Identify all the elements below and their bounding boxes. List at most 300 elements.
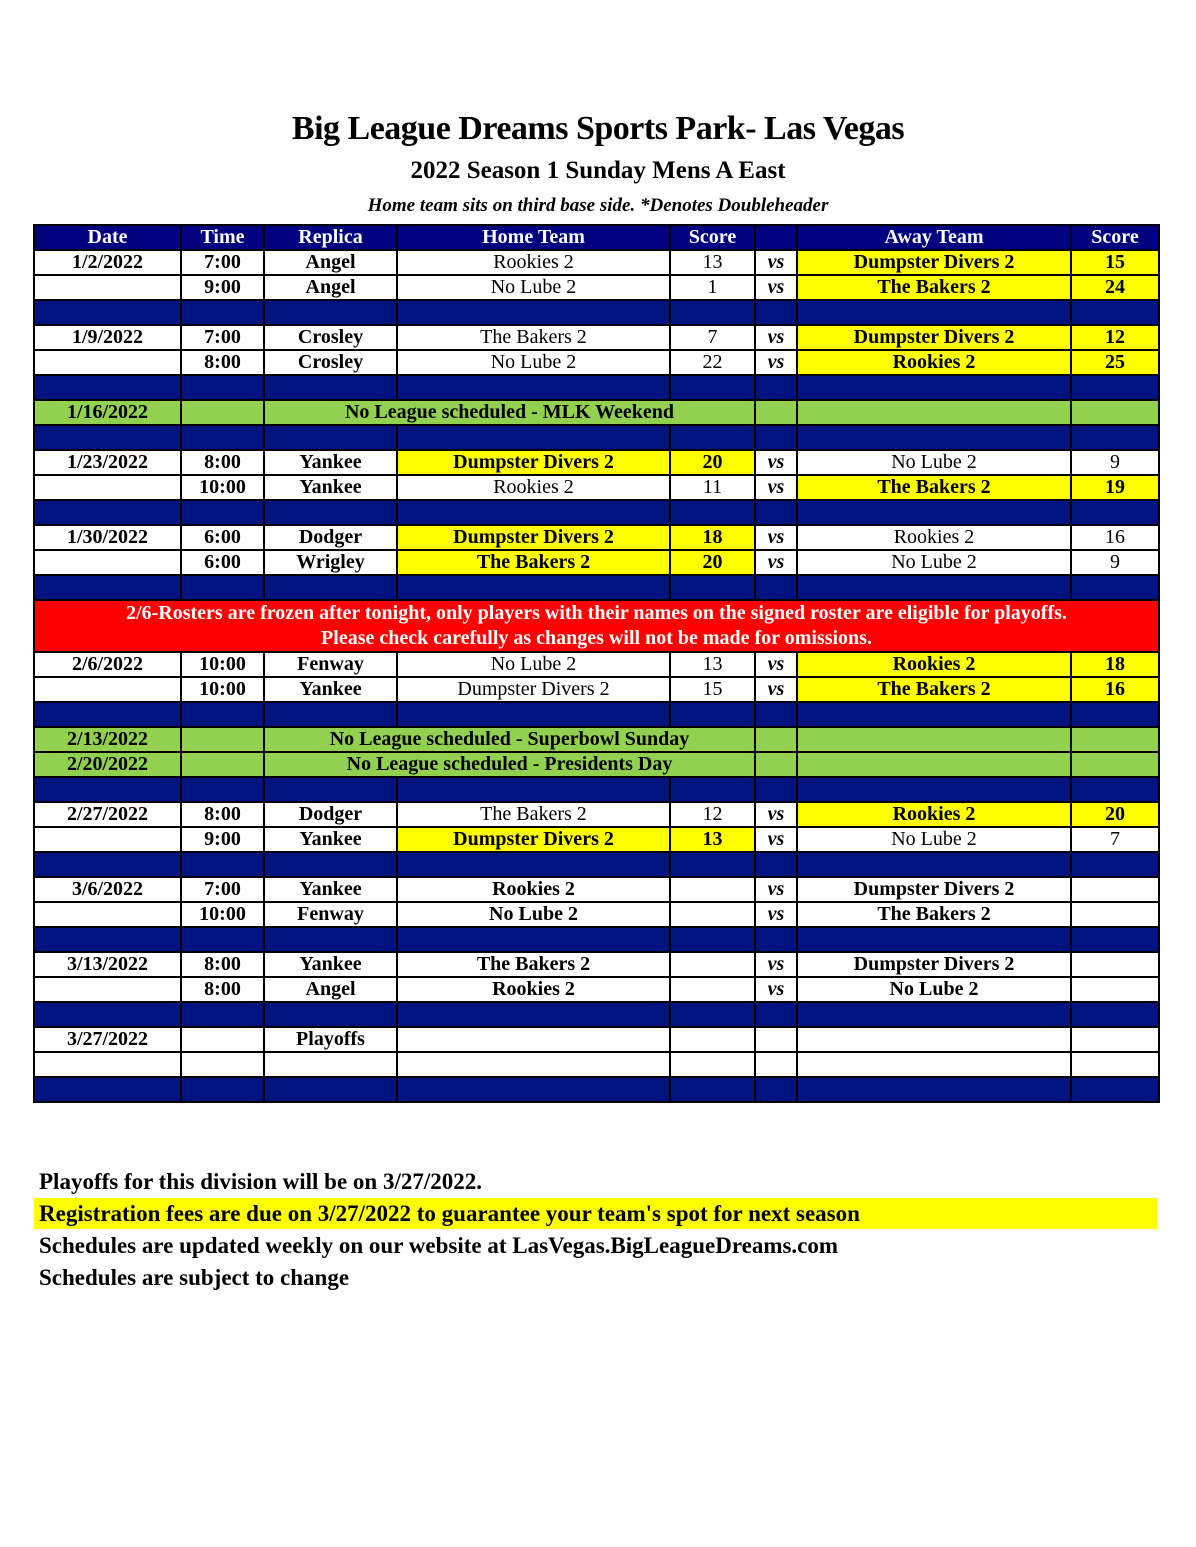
separator-cell: [397, 300, 670, 325]
away-score: 12: [1071, 325, 1159, 350]
separator-cell: [34, 375, 181, 400]
separator-row: [34, 702, 1159, 727]
separator-cell: [755, 500, 797, 525]
playoffs-row: [34, 1027, 1159, 1052]
separator-cell: [397, 375, 670, 400]
separator-cell: [670, 575, 755, 600]
empty-cell: [181, 1027, 264, 1052]
game-field: Dodger: [264, 802, 397, 827]
separator-cell: [34, 702, 181, 727]
empty-cell: [797, 752, 1071, 777]
separator-cell: [670, 777, 755, 802]
empty-cell: [755, 1052, 797, 1077]
separator-cell: [264, 375, 397, 400]
game-time: 6:00: [181, 525, 264, 550]
game-row: [34, 525, 1159, 550]
vs-label: vs: [755, 877, 797, 902]
page-note: Home team sits on third base side. *Denotes Doubleheader: [367, 195, 829, 216]
separator-cell: [755, 927, 797, 952]
separator-cell: [34, 1077, 181, 1102]
home-score: 1: [670, 275, 755, 300]
away-score: [1071, 977, 1159, 1002]
game-time: 6:00: [181, 550, 264, 575]
page-subtitle: 2022 Season 1 Sunday Mens A East: [410, 157, 786, 184]
home-team: No Lube 2: [397, 275, 670, 300]
vs-label: vs: [755, 350, 797, 375]
away-team: Dumpster Divers 2: [797, 325, 1071, 350]
vs-label: vs: [755, 475, 797, 500]
separator-cell: [264, 777, 397, 802]
game-time: 9:00: [181, 827, 264, 852]
separator-cell: [397, 1077, 670, 1102]
game-field: Yankee: [264, 827, 397, 852]
game-row: [34, 877, 1159, 902]
away-score: 7: [1071, 827, 1159, 852]
away-score: 9: [1071, 550, 1159, 575]
game-date: 2/6/2022: [34, 652, 181, 677]
separator-cell: [797, 1002, 1071, 1027]
separator-cell: [797, 575, 1071, 600]
col-away-score: Score: [1071, 225, 1159, 250]
game-row: [34, 652, 1159, 677]
separator-cell: [397, 927, 670, 952]
away-team: The Bakers 2: [797, 902, 1071, 927]
separator-cell: [1071, 575, 1159, 600]
playoffs-label: Playoffs: [264, 1027, 397, 1052]
game-time: 9:00: [181, 275, 264, 300]
away-score: 19: [1071, 475, 1159, 500]
no-league-text: No League scheduled - Superbowl Sunday: [264, 727, 755, 752]
home-score: 13: [670, 827, 755, 852]
separator-cell: [397, 777, 670, 802]
separator-cell: [797, 702, 1071, 727]
empty-cell: [1071, 1027, 1159, 1052]
game-row: [34, 275, 1159, 300]
separator-cell: [34, 575, 181, 600]
separator-cell: [755, 777, 797, 802]
vs-label: vs: [755, 325, 797, 350]
away-score: 16: [1071, 677, 1159, 702]
game-field: Crosley: [264, 350, 397, 375]
game-field: Fenway: [264, 902, 397, 927]
game-row: [34, 902, 1159, 927]
separator-cell: [264, 575, 397, 600]
separator-cell: [755, 375, 797, 400]
separator-cell: [755, 1002, 797, 1027]
home-team: Rookies 2: [397, 877, 670, 902]
away-team: No Lube 2: [797, 550, 1071, 575]
game-time: 8:00: [181, 977, 264, 1002]
game-field: Yankee: [264, 877, 397, 902]
separator-cell: [755, 1077, 797, 1102]
home-score: [670, 902, 755, 927]
empty-cell: [755, 400, 797, 425]
vs-label: vs: [755, 902, 797, 927]
separator-cell: [264, 1077, 397, 1102]
away-team: Rookies 2: [797, 525, 1071, 550]
home-score: 7: [670, 325, 755, 350]
separator-row: [34, 500, 1159, 525]
empty-cell: [1071, 400, 1159, 425]
table-header-row: [34, 225, 1159, 250]
separator-row: [34, 425, 1159, 450]
separator-cell: [264, 702, 397, 727]
game-row: [34, 250, 1159, 275]
away-score: [1071, 902, 1159, 927]
separator-cell: [670, 500, 755, 525]
col-vs: [755, 225, 797, 250]
game-time: 10:00: [181, 652, 264, 677]
home-score: 15: [670, 677, 755, 702]
no-league-text: No League scheduled - MLK Weekend: [264, 400, 755, 425]
blank-row: [34, 1052, 1159, 1077]
separator-cell: [797, 375, 1071, 400]
no-league-date: 2/20/2022: [34, 752, 181, 777]
home-score: 22: [670, 350, 755, 375]
empty-cell: [797, 1027, 1071, 1052]
separator-cell: [797, 852, 1071, 877]
game-row: [34, 827, 1159, 852]
col-home-team: Home Team: [397, 225, 670, 250]
game-time: 8:00: [181, 952, 264, 977]
separator-cell: [1071, 425, 1159, 450]
game-date: 2/27/2022: [34, 802, 181, 827]
game-field: Dodger: [264, 525, 397, 550]
game-date: [34, 275, 181, 300]
away-score: 25: [1071, 350, 1159, 375]
game-date: [34, 350, 181, 375]
game-time: 7:00: [181, 325, 264, 350]
separator-cell: [797, 1077, 1071, 1102]
empty-cell: [1071, 752, 1159, 777]
empty-cell: [1071, 727, 1159, 752]
separator-cell: [670, 1077, 755, 1102]
away-team: No Lube 2: [797, 827, 1071, 852]
away-team: Dumpster Divers 2: [797, 952, 1071, 977]
game-field: Angel: [264, 977, 397, 1002]
away-team: The Bakers 2: [797, 677, 1071, 702]
separator-cell: [34, 500, 181, 525]
home-team: Dumpster Divers 2: [397, 450, 670, 475]
footer-registration-note: Registration fees are due on 3/27/2022 to guarantee your team's spot for next season: [34, 1198, 1157, 1229]
separator-cell: [264, 300, 397, 325]
separator-row: [34, 927, 1159, 952]
away-team: The Bakers 2: [797, 275, 1071, 300]
separator-cell: [264, 425, 397, 450]
separator-cell: [755, 852, 797, 877]
separator-cell: [264, 852, 397, 877]
vs-label: vs: [755, 525, 797, 550]
vs-label: vs: [755, 450, 797, 475]
home-team: Rookies 2: [397, 250, 670, 275]
empty-cell: [670, 1027, 755, 1052]
separator-cell: [1071, 500, 1159, 525]
empty-cell: [181, 400, 264, 425]
game-time: 10:00: [181, 475, 264, 500]
empty-cell: [1071, 1052, 1159, 1077]
separator-cell: [34, 1002, 181, 1027]
footer-website-note: Schedules are updated weekly on our website at LasVegas.BigLeagueDreams.com: [39, 1233, 839, 1258]
game-row: [34, 325, 1159, 350]
separator-row: [34, 1002, 1159, 1027]
game-date: 1/23/2022: [34, 450, 181, 475]
separator-cell: [181, 1002, 264, 1027]
separator-cell: [670, 425, 755, 450]
separator-row: [34, 575, 1159, 600]
footer-playoffs-note: Playoffs for this division will be on 3/27/2022.: [39, 1169, 483, 1194]
separator-cell: [1071, 375, 1159, 400]
game-row: [34, 475, 1159, 500]
separator-row: [34, 852, 1159, 877]
separator-cell: [264, 1002, 397, 1027]
separator-row: [34, 375, 1159, 400]
game-time: 7:00: [181, 877, 264, 902]
roster-alert-row: [34, 600, 1159, 652]
separator-cell: [397, 575, 670, 600]
playoffs-date: 3/27/2022: [34, 1027, 181, 1052]
col-date: Date: [34, 225, 181, 250]
empty-cell: [181, 752, 264, 777]
alert-line-1: 2/6-Rosters are frozen after tonight, only players with their names on the signed roster are eligible for playoffs.: [126, 602, 1067, 624]
separator-cell: [670, 375, 755, 400]
game-field: Yankee: [264, 450, 397, 475]
separator-cell: [397, 1002, 670, 1027]
col-time: Time: [181, 225, 264, 250]
home-team: The Bakers 2: [397, 802, 670, 827]
separator-row: [34, 777, 1159, 802]
separator-cell: [34, 927, 181, 952]
separator-cell: [755, 300, 797, 325]
game-row: [34, 677, 1159, 702]
separator-cell: [181, 702, 264, 727]
schedule-table: [33, 224, 1160, 1103]
separator-cell: [797, 927, 1071, 952]
page-title: Big League Dreams Sports Park- Las Vegas: [291, 110, 905, 147]
away-team: No Lube 2: [797, 977, 1071, 1002]
separator-cell: [1071, 852, 1159, 877]
col-away-team: Away Team: [797, 225, 1071, 250]
empty-cell: [755, 727, 797, 752]
game-date: [34, 902, 181, 927]
separator-cell: [670, 852, 755, 877]
game-field: Fenway: [264, 652, 397, 677]
game-date: [34, 550, 181, 575]
away-score: 18: [1071, 652, 1159, 677]
game-date: 1/2/2022: [34, 250, 181, 275]
game-date: 1/9/2022: [34, 325, 181, 350]
game-row: [34, 802, 1159, 827]
separator-cell: [397, 702, 670, 727]
empty-cell: [797, 727, 1071, 752]
separator-cell: [1071, 1077, 1159, 1102]
game-field: Crosley: [264, 325, 397, 350]
away-score: 15: [1071, 250, 1159, 275]
separator-cell: [797, 425, 1071, 450]
home-team: Dumpster Divers 2: [397, 827, 670, 852]
away-score: 9: [1071, 450, 1159, 475]
home-score: [670, 952, 755, 977]
separator-cell: [181, 575, 264, 600]
game-field: Yankee: [264, 475, 397, 500]
home-team: The Bakers 2: [397, 325, 670, 350]
away-team: The Bakers 2: [797, 475, 1071, 500]
game-time: 10:00: [181, 677, 264, 702]
separator-cell: [1071, 702, 1159, 727]
game-row: [34, 977, 1159, 1002]
separator-cell: [397, 852, 670, 877]
empty-cell: [670, 1052, 755, 1077]
away-score: 20: [1071, 802, 1159, 827]
separator-cell: [181, 375, 264, 400]
separator-cell: [34, 425, 181, 450]
separator-cell: [34, 777, 181, 802]
away-score: 16: [1071, 525, 1159, 550]
game-date: 3/6/2022: [34, 877, 181, 902]
separator-cell: [797, 300, 1071, 325]
separator-cell: [755, 575, 797, 600]
home-team: The Bakers 2: [397, 952, 670, 977]
empty-cell: [755, 1027, 797, 1052]
game-date: 3/13/2022: [34, 952, 181, 977]
vs-label: vs: [755, 550, 797, 575]
empty-cell: [797, 1052, 1071, 1077]
game-field: Yankee: [264, 952, 397, 977]
empty-cell: [797, 400, 1071, 425]
vs-label: vs: [755, 977, 797, 1002]
empty-cell: [34, 1052, 181, 1077]
away-score: [1071, 877, 1159, 902]
separator-cell: [670, 300, 755, 325]
empty-cell: [181, 727, 264, 752]
away-team: Rookies 2: [797, 802, 1071, 827]
separator-cell: [797, 500, 1071, 525]
away-score: 24: [1071, 275, 1159, 300]
no-league-text: No League scheduled - Presidents Day: [264, 752, 755, 777]
home-score: 11: [670, 475, 755, 500]
home-team: No Lube 2: [397, 350, 670, 375]
separator-cell: [1071, 777, 1159, 802]
game-row: [34, 550, 1159, 575]
separator-cell: [755, 425, 797, 450]
home-score: [670, 977, 755, 1002]
game-field: Wrigley: [264, 550, 397, 575]
home-team: The Bakers 2: [397, 550, 670, 575]
separator-cell: [397, 500, 670, 525]
game-time: 8:00: [181, 350, 264, 375]
separator-cell: [755, 702, 797, 727]
home-team: Rookies 2: [397, 475, 670, 500]
home-score: 12: [670, 802, 755, 827]
separator-cell: [264, 927, 397, 952]
footer-change-note: Schedules are subject to change: [39, 1265, 350, 1290]
home-score: 13: [670, 652, 755, 677]
separator-row: [34, 1077, 1159, 1102]
vs-label: vs: [755, 827, 797, 852]
empty-cell: [181, 1052, 264, 1077]
separator-cell: [181, 300, 264, 325]
away-team: Rookies 2: [797, 350, 1071, 375]
home-team: Dumpster Divers 2: [397, 525, 670, 550]
game-field: Angel: [264, 250, 397, 275]
away-team: Dumpster Divers 2: [797, 877, 1071, 902]
away-team: Dumpster Divers 2: [797, 250, 1071, 275]
game-row: [34, 952, 1159, 977]
separator-cell: [34, 300, 181, 325]
no-league-row: [34, 400, 1159, 425]
home-team: No Lube 2: [397, 902, 670, 927]
col-home-score: Score: [670, 225, 755, 250]
game-date: [34, 977, 181, 1002]
home-score: 13: [670, 250, 755, 275]
empty-cell: [264, 1052, 397, 1077]
separator-cell: [181, 927, 264, 952]
vs-label: vs: [755, 275, 797, 300]
game-date: 1/30/2022: [34, 525, 181, 550]
empty-cell: [755, 752, 797, 777]
home-team: No Lube 2: [397, 652, 670, 677]
vs-label: vs: [755, 250, 797, 275]
separator-cell: [264, 500, 397, 525]
game-field: Yankee: [264, 677, 397, 702]
vs-label: vs: [755, 652, 797, 677]
separator-cell: [670, 1002, 755, 1027]
game-row: [34, 350, 1159, 375]
separator-cell: [1071, 300, 1159, 325]
game-time: 8:00: [181, 450, 264, 475]
separator-row: [34, 300, 1159, 325]
game-date: [34, 475, 181, 500]
no-league-row: [34, 752, 1159, 777]
home-team: Rookies 2: [397, 977, 670, 1002]
game-time: 7:00: [181, 250, 264, 275]
game-date: [34, 677, 181, 702]
separator-cell: [670, 927, 755, 952]
empty-cell: [397, 1052, 670, 1077]
separator-cell: [670, 702, 755, 727]
separator-cell: [1071, 927, 1159, 952]
separator-cell: [1071, 1002, 1159, 1027]
away-team: No Lube 2: [797, 450, 1071, 475]
separator-cell: [181, 852, 264, 877]
vs-label: vs: [755, 952, 797, 977]
home-score: 20: [670, 450, 755, 475]
game-date: [34, 827, 181, 852]
separator-cell: [181, 500, 264, 525]
separator-cell: [797, 777, 1071, 802]
game-time: 10:00: [181, 902, 264, 927]
no-league-date: 1/16/2022: [34, 400, 181, 425]
vs-label: vs: [755, 802, 797, 827]
col-replica: Replica: [264, 225, 397, 250]
game-field: Angel: [264, 275, 397, 300]
game-time: 8:00: [181, 802, 264, 827]
empty-cell: [397, 1027, 670, 1052]
away-score: [1071, 952, 1159, 977]
home-score: 20: [670, 550, 755, 575]
separator-cell: [181, 777, 264, 802]
away-team: Rookies 2: [797, 652, 1071, 677]
separator-cell: [34, 852, 181, 877]
no-league-row: [34, 727, 1159, 752]
separator-cell: [181, 425, 264, 450]
home-score: 18: [670, 525, 755, 550]
home-score: [670, 877, 755, 902]
separator-cell: [181, 1077, 264, 1102]
roster-alert: [34, 600, 1159, 652]
home-team: Dumpster Divers 2: [397, 677, 670, 702]
no-league-date: 2/13/2022: [34, 727, 181, 752]
game-row: [34, 450, 1159, 475]
